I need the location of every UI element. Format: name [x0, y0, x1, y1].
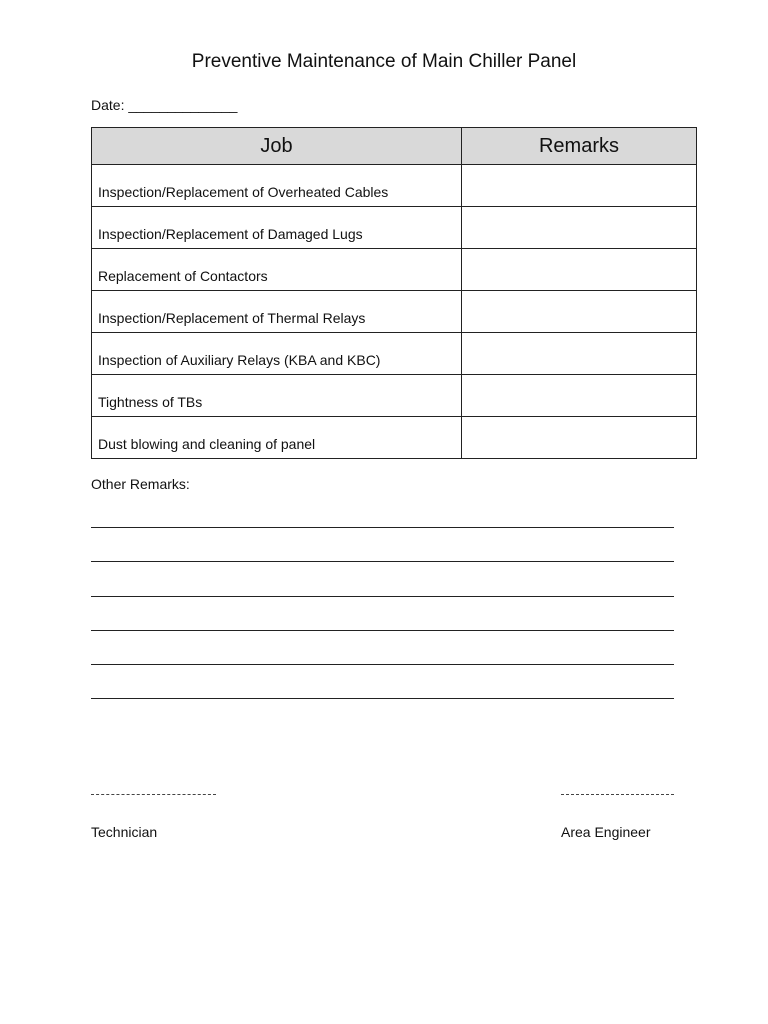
- job-cell: Inspection/Replacement of Damaged Lugs: [92, 207, 462, 249]
- page-title: Preventive Maintenance of Main Chiller Panel: [191, 51, 577, 72]
- other-remarks-label: Other Remarks:: [91, 476, 190, 492]
- remarks-line: [91, 630, 674, 631]
- table-row: [92, 375, 697, 417]
- date-label: Date:: [91, 97, 125, 113]
- job-cell: Replacement of Contactors: [92, 249, 462, 291]
- remarks-cell: [462, 417, 697, 459]
- remarks-cell: [462, 291, 697, 333]
- table-row: [92, 249, 697, 291]
- table-row: [92, 165, 697, 207]
- remarks-line: [91, 561, 674, 562]
- remarks-cell: [462, 165, 697, 207]
- remarks-cell: [462, 375, 697, 417]
- job-cell: Inspection/Replacement of Overheated Cables: [92, 165, 462, 207]
- table-row: [92, 207, 697, 249]
- remarks-line: [91, 664, 674, 665]
- technician-label: Technician: [91, 824, 158, 840]
- job-cell: Dust blowing and cleaning of panel: [92, 417, 462, 459]
- table-row: [92, 333, 697, 375]
- job-cell: Inspection/Replacement of Thermal Relays: [92, 291, 462, 333]
- remarks-line: [91, 596, 674, 597]
- remarks-cell: [462, 249, 697, 291]
- column-header-remarks: Remarks: [462, 128, 697, 165]
- job-cell: Tightness of TBs: [92, 375, 462, 417]
- date-field: [91, 96, 237, 114]
- table-header-row: [92, 128, 697, 165]
- technician-signature-line: [91, 794, 216, 795]
- column-header-job: Job: [92, 128, 462, 165]
- remarks-cell: [462, 207, 697, 249]
- remarks-line: [91, 527, 674, 528]
- job-cell: Inspection of Auxiliary Relays (KBA and KBC): [92, 333, 462, 375]
- remarks-cell: [462, 333, 697, 375]
- area-engineer-signature-line: [561, 794, 674, 795]
- table-row: [92, 417, 697, 459]
- date-blank: ______________: [128, 97, 238, 113]
- maintenance-table: [91, 127, 697, 459]
- remarks-line: [91, 698, 674, 699]
- table-row: [92, 291, 697, 333]
- area-engineer-label: Area Engineer: [561, 824, 651, 840]
